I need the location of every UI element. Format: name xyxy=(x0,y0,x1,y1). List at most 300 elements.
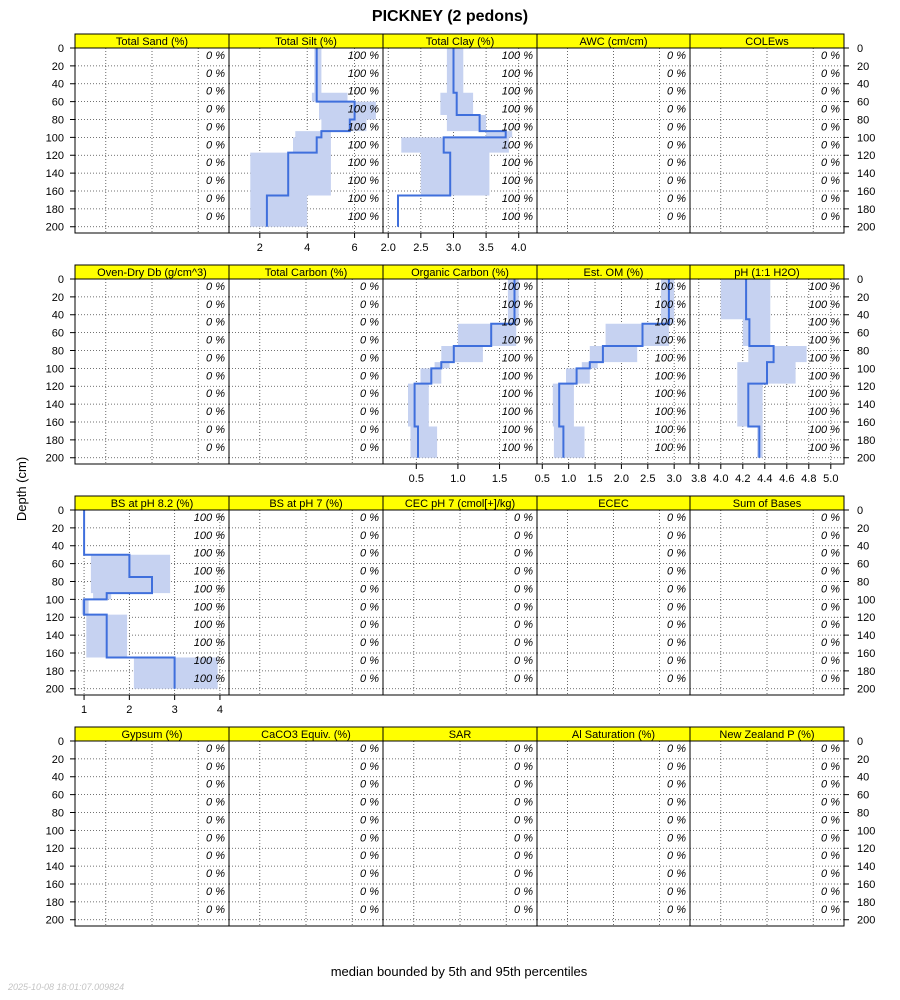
y-tick-label: 180 xyxy=(45,203,64,216)
panel xyxy=(383,727,537,926)
coverage-label: 100 % xyxy=(193,565,225,578)
coverage-label: 0 % xyxy=(821,760,840,773)
coverage-label: 100 % xyxy=(193,547,225,560)
coverage-label: 0 % xyxy=(206,388,225,401)
y-tick-label: 80 xyxy=(51,807,64,820)
panel xyxy=(690,34,875,234)
coverage-label: 100 % xyxy=(501,423,533,436)
coverage-label: 0 % xyxy=(667,511,686,524)
coverage-label: 0 % xyxy=(206,352,225,365)
coverage-label: 0 % xyxy=(360,601,379,614)
coverage-label: 100 % xyxy=(501,441,533,454)
y-tick-label: 200 xyxy=(45,452,64,465)
coverage-label: 0 % xyxy=(206,298,225,311)
coverage-label: 0 % xyxy=(360,298,379,311)
coverage-label: 100 % xyxy=(501,280,533,293)
coverage-label: 100 % xyxy=(654,352,686,365)
y-tick-label: 80 xyxy=(857,345,870,358)
y-tick-label: 160 xyxy=(45,878,64,891)
coverage-label: 0 % xyxy=(667,850,686,863)
y-tick-label: 100 xyxy=(45,825,64,838)
coverage-label: 0 % xyxy=(206,85,225,98)
coverage-label: 100 % xyxy=(654,316,686,329)
coverage-label: 0 % xyxy=(667,67,686,80)
coverage-label: 0 % xyxy=(821,619,840,632)
coverage-label: 100 % xyxy=(808,423,840,436)
coverage-label: 100 % xyxy=(347,121,379,134)
coverage-label: 0 % xyxy=(821,565,840,578)
coverage-label: 0 % xyxy=(360,583,379,596)
y-tick-label: 60 xyxy=(857,789,870,802)
y-tick-label: 20 xyxy=(51,522,64,535)
y-tick-label: 60 xyxy=(857,327,870,340)
y-tick-label: 60 xyxy=(51,789,64,802)
y-tick-label: 180 xyxy=(857,434,876,447)
coverage-label: 0 % xyxy=(821,192,840,205)
panels-layer xyxy=(46,34,876,927)
panel-title: pH (1:1 H2O) xyxy=(734,267,800,279)
coverage-label: 0 % xyxy=(667,654,686,667)
coverage-label: 0 % xyxy=(206,370,225,383)
coverage-label: 100 % xyxy=(501,352,533,365)
coverage-label: 100 % xyxy=(808,406,840,419)
coverage-label: 0 % xyxy=(514,868,533,881)
y-tick-label: 200 xyxy=(857,683,876,696)
panel xyxy=(537,34,690,233)
coverage-label: 0 % xyxy=(821,210,840,223)
x-tick-label: 4.6 xyxy=(779,473,795,485)
coverage-label: 100 % xyxy=(347,175,379,188)
coverage-label: 0 % xyxy=(514,760,533,773)
x-tick-label: 3.0 xyxy=(666,473,682,485)
coverage-label: 100 % xyxy=(347,103,379,116)
x-tick-label: 2 xyxy=(126,704,133,716)
coverage-label: 0 % xyxy=(360,672,379,685)
panel xyxy=(229,34,383,254)
x-tick-label: 3.5 xyxy=(478,242,494,254)
coverage-label: 100 % xyxy=(193,619,225,632)
coverage-label: 0 % xyxy=(514,601,533,614)
panel xyxy=(535,265,690,485)
y-tick-label: 180 xyxy=(45,434,64,447)
panel xyxy=(46,496,229,716)
coverage-label: 0 % xyxy=(514,796,533,809)
y-tick-label: 80 xyxy=(857,576,870,589)
panel-title: New Zealand P (%) xyxy=(719,729,815,741)
coverage-label: 0 % xyxy=(821,868,840,881)
coverage-label: 100 % xyxy=(347,210,379,223)
coverage-label: 0 % xyxy=(667,903,686,916)
y-tick-label: 140 xyxy=(45,630,64,643)
coverage-label: 0 % xyxy=(360,903,379,916)
coverage-label: 0 % xyxy=(360,511,379,524)
coverage-label: 0 % xyxy=(667,672,686,685)
coverage-label: 0 % xyxy=(206,814,225,827)
y-tick-label: 120 xyxy=(45,843,64,856)
y-tick-label: 160 xyxy=(45,416,64,429)
coverage-label: 0 % xyxy=(821,850,840,863)
coverage-label: 0 % xyxy=(821,778,840,791)
coverage-label: 0 % xyxy=(206,103,225,116)
y-tick-label: 80 xyxy=(857,807,870,820)
coverage-label: 100 % xyxy=(501,139,533,152)
y-tick-label: 120 xyxy=(45,612,64,625)
y-tick-label: 120 xyxy=(857,381,876,394)
coverage-label: 100 % xyxy=(808,352,840,365)
y-tick-label: 140 xyxy=(857,399,876,412)
y-tick-label: 80 xyxy=(51,576,64,589)
coverage-label: 100 % xyxy=(501,388,533,401)
coverage-label: 0 % xyxy=(821,529,840,542)
coverage-label: 0 % xyxy=(206,441,225,454)
coverage-label: 0 % xyxy=(821,511,840,524)
y-tick-label: 120 xyxy=(857,843,876,856)
panel xyxy=(537,727,690,926)
coverage-label: 0 % xyxy=(514,511,533,524)
coverage-label: 100 % xyxy=(501,121,533,134)
panel-title: Al Saturation (%) xyxy=(571,729,656,741)
coverage-label: 100 % xyxy=(501,49,533,62)
y-tick-label: 180 xyxy=(45,665,64,678)
coverage-label: 100 % xyxy=(654,280,686,293)
panel xyxy=(383,265,537,485)
coverage-label: 0 % xyxy=(206,192,225,205)
coverage-label: 100 % xyxy=(501,406,533,419)
coverage-label: 0 % xyxy=(360,388,379,401)
coverage-label: 0 % xyxy=(821,139,840,152)
coverage-label: 0 % xyxy=(667,796,686,809)
panel-title: AWC (cm/cm) xyxy=(579,36,648,48)
coverage-label: 0 % xyxy=(667,565,686,578)
coverage-label: 0 % xyxy=(667,814,686,827)
timestamp: 2025-10-08 18:01:07.009824 xyxy=(8,982,125,992)
coverage-label: 0 % xyxy=(360,423,379,436)
coverage-label: 0 % xyxy=(360,529,379,542)
coverage-label: 0 % xyxy=(667,157,686,170)
y-tick-label: 160 xyxy=(857,416,876,429)
coverage-label: 100 % xyxy=(501,157,533,170)
coverage-label: 0 % xyxy=(206,280,225,293)
y-tick-label: 0 xyxy=(857,736,864,748)
coverage-label: 100 % xyxy=(501,370,533,383)
y-tick-label: 200 xyxy=(857,221,876,234)
y-tick-label: 100 xyxy=(45,132,64,145)
coverage-label: 0 % xyxy=(821,601,840,614)
coverage-label: 0 % xyxy=(360,565,379,578)
y-tick-label: 120 xyxy=(45,150,64,163)
y-tick-label: 40 xyxy=(51,309,64,322)
coverage-label: 0 % xyxy=(360,778,379,791)
y-tick-label: 140 xyxy=(857,168,876,181)
coverage-label: 100 % xyxy=(654,423,686,436)
y-tick-label: 140 xyxy=(45,399,64,412)
y-tick-label: 0 xyxy=(57,505,64,517)
coverage-label: 0 % xyxy=(360,316,379,329)
coverage-label: 0 % xyxy=(667,742,686,755)
coverage-label: 0 % xyxy=(821,672,840,685)
coverage-label: 100 % xyxy=(501,175,533,188)
coverage-label: 0 % xyxy=(360,334,379,347)
x-tick-label: 2.0 xyxy=(613,473,630,485)
coverage-label: 100 % xyxy=(193,583,225,596)
y-tick-label: 60 xyxy=(857,96,870,109)
coverage-label: 100 % xyxy=(808,441,840,454)
y-axis-label: Depth (cm) xyxy=(14,456,29,522)
coverage-label: 0 % xyxy=(514,583,533,596)
y-tick-label: 180 xyxy=(857,896,876,909)
coverage-label: 0 % xyxy=(514,832,533,845)
y-tick-label: 40 xyxy=(51,771,64,784)
coverage-label: 0 % xyxy=(667,547,686,560)
coverage-label: 100 % xyxy=(501,334,533,347)
coverage-label: 0 % xyxy=(667,175,686,188)
coverage-label: 0 % xyxy=(667,139,686,152)
coverage-label: 0 % xyxy=(667,192,686,205)
y-tick-label: 100 xyxy=(857,825,876,838)
coverage-label: 100 % xyxy=(193,654,225,667)
y-tick-label: 20 xyxy=(51,753,64,766)
coverage-label: 0 % xyxy=(514,619,533,632)
y-tick-label: 20 xyxy=(51,291,64,304)
coverage-label: 100 % xyxy=(347,67,379,80)
coverage-label: 0 % xyxy=(360,654,379,667)
coverage-label: 0 % xyxy=(360,406,379,419)
coverage-label: 100 % xyxy=(501,192,533,205)
x-tick-label: 4.2 xyxy=(735,473,751,485)
y-tick-label: 180 xyxy=(857,665,876,678)
y-tick-label: 0 xyxy=(57,43,64,55)
y-tick-label: 160 xyxy=(45,185,64,198)
coverage-label: 100 % xyxy=(347,49,379,62)
coverage-label: 0 % xyxy=(667,601,686,614)
y-tick-label: 0 xyxy=(857,505,864,517)
panel xyxy=(690,727,875,927)
coverage-label: 100 % xyxy=(347,139,379,152)
percentile-band xyxy=(721,279,807,458)
y-tick-label: 40 xyxy=(51,540,64,553)
coverage-label: 0 % xyxy=(667,885,686,898)
y-tick-label: 80 xyxy=(857,114,870,127)
panel-title: Total Silt (%) xyxy=(275,36,337,48)
coverage-label: 0 % xyxy=(667,583,686,596)
coverage-label: 0 % xyxy=(360,814,379,827)
panel xyxy=(381,34,537,254)
coverage-label: 0 % xyxy=(206,760,225,773)
x-tick-label: 1.5 xyxy=(491,473,508,485)
x-tick-label: 0.5 xyxy=(534,473,550,485)
coverage-label: 0 % xyxy=(206,832,225,845)
y-tick-label: 120 xyxy=(857,150,876,163)
x-tick-label: 2.0 xyxy=(380,242,396,254)
y-tick-label: 100 xyxy=(45,363,64,376)
y-tick-label: 20 xyxy=(857,291,870,304)
y-tick-label: 200 xyxy=(45,683,64,696)
panel xyxy=(383,496,537,695)
y-tick-label: 140 xyxy=(857,861,876,874)
x-tick-label: 4 xyxy=(216,704,224,716)
y-tick-label: 80 xyxy=(51,114,64,127)
coverage-label: 0 % xyxy=(514,672,533,685)
coverage-label: 0 % xyxy=(667,637,686,650)
coverage-label: 100 % xyxy=(808,388,840,401)
coverage-label: 100 % xyxy=(347,85,379,98)
coverage-label: 0 % xyxy=(667,121,686,134)
coverage-label: 0 % xyxy=(514,547,533,560)
y-tick-label: 80 xyxy=(51,345,64,358)
panel xyxy=(690,496,875,696)
coverage-label: 0 % xyxy=(206,49,225,62)
coverage-label: 100 % xyxy=(193,637,225,650)
x-tick-label: 2 xyxy=(256,242,263,254)
coverage-label: 0 % xyxy=(206,175,225,188)
coverage-label: 100 % xyxy=(193,511,225,524)
coverage-label: 0 % xyxy=(206,903,225,916)
coverage-label: 100 % xyxy=(808,316,840,329)
coverage-label: 0 % xyxy=(821,832,840,845)
y-tick-label: 20 xyxy=(857,753,870,766)
coverage-label: 0 % xyxy=(667,619,686,632)
coverage-label: 0 % xyxy=(206,121,225,134)
coverage-label: 100 % xyxy=(654,334,686,347)
coverage-label: 0 % xyxy=(206,139,225,152)
x-tick-label: 4.8 xyxy=(801,473,817,485)
coverage-label: 0 % xyxy=(360,796,379,809)
x-tick-label: 4.0 xyxy=(511,242,527,254)
coverage-label: 0 % xyxy=(206,210,225,223)
coverage-label: 0 % xyxy=(360,637,379,650)
coverage-label: 0 % xyxy=(821,103,840,116)
coverage-label: 0 % xyxy=(514,814,533,827)
coverage-label: 0 % xyxy=(206,406,225,419)
coverage-label: 0 % xyxy=(360,850,379,863)
y-tick-label: 160 xyxy=(857,878,876,891)
caption: median bounded by 5th and 95th percentiles xyxy=(330,964,588,979)
coverage-label: 0 % xyxy=(667,868,686,881)
coverage-label: 0 % xyxy=(821,67,840,80)
x-tick-label: 1.0 xyxy=(561,473,577,485)
y-tick-label: 0 xyxy=(857,274,864,286)
coverage-label: 100 % xyxy=(501,103,533,116)
coverage-label: 0 % xyxy=(514,742,533,755)
coverage-label: 100 % xyxy=(501,67,533,80)
y-tick-label: 140 xyxy=(45,861,64,874)
y-tick-label: 160 xyxy=(45,647,64,660)
x-tick-label: 3 xyxy=(171,704,178,716)
y-tick-label: 20 xyxy=(857,522,870,535)
coverage-label: 0 % xyxy=(821,796,840,809)
coverage-label: 0 % xyxy=(821,121,840,134)
y-tick-label: 0 xyxy=(857,43,864,55)
y-tick-label: 100 xyxy=(857,363,876,376)
coverage-label: 0 % xyxy=(514,903,533,916)
y-tick-label: 40 xyxy=(857,309,870,322)
coverage-label: 0 % xyxy=(360,619,379,632)
x-tick-label: 4.0 xyxy=(713,473,729,485)
panel-title: BS at pH 8.2 (%) xyxy=(110,498,194,510)
panel-title: Organic Carbon (%) xyxy=(411,267,509,279)
coverage-label: 0 % xyxy=(206,157,225,170)
coverage-label: 100 % xyxy=(654,370,686,383)
coverage-label: 0 % xyxy=(514,778,533,791)
coverage-label: 0 % xyxy=(821,547,840,560)
x-tick-label: 1.5 xyxy=(587,473,603,485)
panel-title: CEC pH 7 (cmol[+]/kg) xyxy=(404,498,516,510)
coverage-label: 0 % xyxy=(206,334,225,347)
y-tick-label: 200 xyxy=(45,914,64,927)
x-tick-label: 1 xyxy=(80,704,88,716)
coverage-label: 100 % xyxy=(193,601,225,614)
coverage-label: 0 % xyxy=(821,637,840,650)
coverage-label: 100 % xyxy=(347,157,379,170)
coverage-label: 0 % xyxy=(821,583,840,596)
coverage-label: 0 % xyxy=(821,814,840,827)
panel xyxy=(537,496,690,695)
x-tick-label: 4.4 xyxy=(757,473,773,485)
panel xyxy=(46,727,229,927)
panel xyxy=(46,265,229,465)
panel-title: ECEC xyxy=(598,498,629,510)
y-tick-label: 40 xyxy=(51,78,64,91)
panel xyxy=(690,265,875,485)
coverage-label: 0 % xyxy=(667,778,686,791)
panel-title: Total Clay (%) xyxy=(425,36,495,48)
y-tick-label: 20 xyxy=(857,60,870,73)
x-tick-label: 2.5 xyxy=(640,473,656,485)
y-tick-label: 0 xyxy=(57,274,64,286)
panel xyxy=(229,265,383,464)
y-tick-label: 100 xyxy=(45,594,64,607)
coverage-label: 0 % xyxy=(206,742,225,755)
coverage-label: 100 % xyxy=(808,334,840,347)
coverage-label: 0 % xyxy=(821,49,840,62)
coverage-label: 0 % xyxy=(821,885,840,898)
coverage-label: 0 % xyxy=(360,760,379,773)
coverage-label: 0 % xyxy=(514,654,533,667)
y-tick-label: 60 xyxy=(51,558,64,571)
panel-title: Oven-Dry Db (g/cm^3) xyxy=(97,267,207,279)
coverage-label: 0 % xyxy=(360,742,379,755)
x-tick-label: 4 xyxy=(304,242,311,254)
y-tick-label: 60 xyxy=(857,558,870,571)
coverage-label: 100 % xyxy=(501,85,533,98)
coverage-label: 0 % xyxy=(360,280,379,293)
coverage-label: 0 % xyxy=(821,157,840,170)
coverage-label: 100 % xyxy=(501,298,533,311)
panel-title: Total Sand (%) xyxy=(115,36,189,48)
coverage-label: 0 % xyxy=(514,529,533,542)
y-tick-label: 0 xyxy=(57,736,64,748)
coverage-label: 100 % xyxy=(654,441,686,454)
y-tick-label: 60 xyxy=(51,327,64,340)
y-tick-label: 100 xyxy=(857,132,876,145)
coverage-label: 0 % xyxy=(206,67,225,80)
coverage-label: 0 % xyxy=(206,868,225,881)
coverage-label: 0 % xyxy=(821,742,840,755)
coverage-label: 0 % xyxy=(360,547,379,560)
coverage-label: 0 % xyxy=(514,637,533,650)
panel-title: Total Carbon (%) xyxy=(264,267,348,279)
coverage-label: 0 % xyxy=(514,885,533,898)
y-tick-label: 120 xyxy=(857,612,876,625)
panel-title: CaCO3 Equiv. (%) xyxy=(261,729,351,741)
chart-title: PICKNEY (2 pedons) xyxy=(371,8,529,25)
y-tick-label: 40 xyxy=(857,771,870,784)
y-tick-label: 100 xyxy=(857,594,876,607)
y-tick-label: 40 xyxy=(857,78,870,91)
x-tick-label: 6 xyxy=(351,242,358,254)
coverage-label: 0 % xyxy=(206,423,225,436)
panel xyxy=(46,34,229,234)
